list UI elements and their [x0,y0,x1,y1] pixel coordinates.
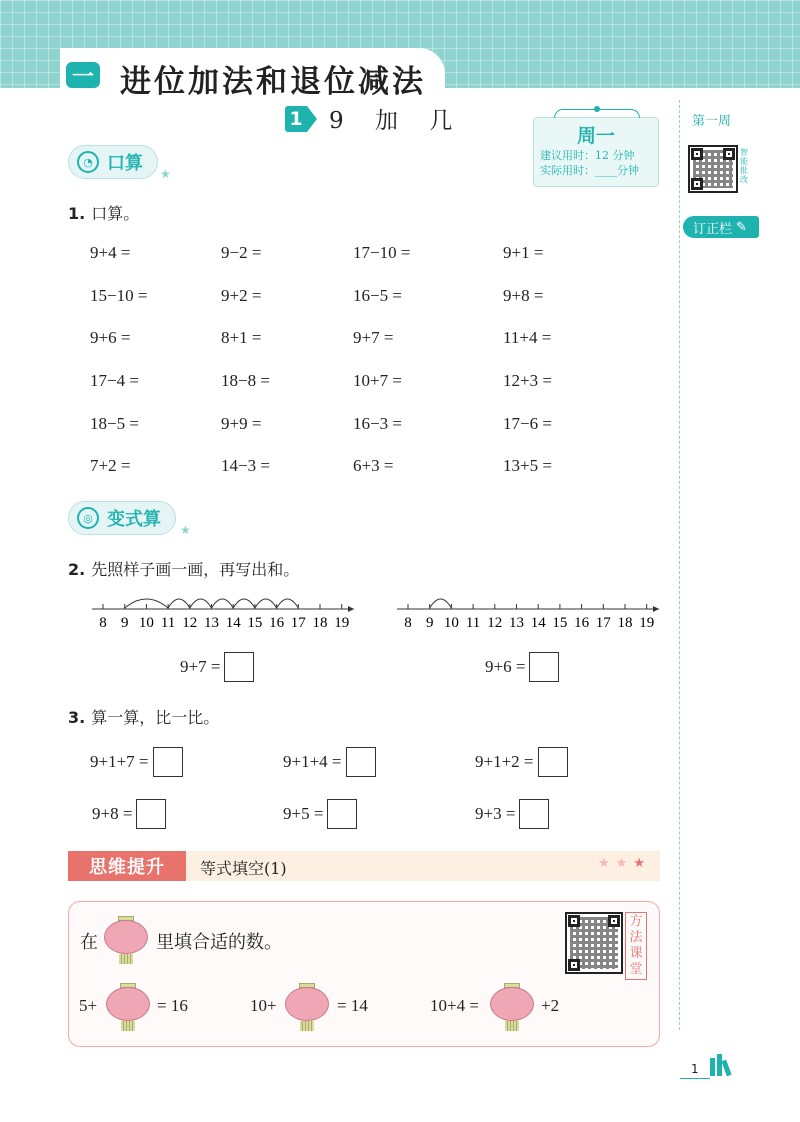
q3-expression: 9+3 = [475,804,516,823]
q3-expression: 9+8 = [92,804,133,823]
lesson-heading [285,102,464,135]
oral-expression: 15−10 = [90,286,148,305]
q2-left-expression: 9+7 = [180,657,221,676]
difficulty-stars [598,856,651,871]
q3-eq [283,799,357,829]
page-line [680,1078,710,1079]
chapter-number: 一 [66,62,100,88]
number-lines [0,593,800,643]
pencil-icon: ✎ [736,219,747,235]
correction-column-label [683,216,759,238]
answer-box[interactable] [538,747,568,777]
tick-label: 11 [465,615,481,631]
correction-text: 订正栏 [693,221,733,237]
chapter-title: 进位加法和退位减法 [120,64,426,100]
oral-expression: 11+4 = [503,328,552,347]
oral-expression: 9+2 = [221,286,262,305]
oral-expression: 16−5 = [353,286,402,305]
oral-expression: 13+5 = [503,456,552,475]
stopwatch-icon: ◔ [77,151,99,173]
sidebar-divider [679,100,680,1030]
answer-box[interactable] [519,799,549,829]
day-card [533,117,659,187]
puzzle-eq1-left: 5+ [79,996,98,1015]
q2-text: 先照样子画一画，再写出和。 [91,560,300,579]
oral-expression: 10+7 = [353,371,402,390]
tick-label: 12 [487,615,503,631]
q3-expression: 9+1+4 = [283,752,342,771]
tick-label: 16 [269,615,285,631]
page-number: 1 [691,1062,699,1076]
oral-expression: 18−5 = [90,414,139,433]
lantern-blank[interactable] [490,983,534,1031]
tick-label: 16 [574,615,590,631]
q3-title [68,705,219,728]
q3-eq [92,799,166,829]
thinking-label: 思维提升 [68,851,186,881]
oral-expression: 18−8 = [221,371,270,390]
section-tag-oral [68,145,158,179]
oral-expression: 7+2 = [90,456,131,475]
star-icon: ★ [615,856,634,871]
lesson-arrow-icon [307,106,317,132]
lantern-blank[interactable] [285,983,329,1031]
q1-title [68,201,139,224]
star-icon: ★ [633,856,651,871]
answer-box[interactable] [346,747,376,777]
oral-expression: 16−3 = [353,414,402,433]
tick-label: 10 [443,615,459,631]
oral-expression: 17−10 = [353,243,411,262]
q2-right-equation [485,652,559,682]
answer-box[interactable] [224,652,254,682]
pin-icon [594,106,600,112]
tick-label: 12 [182,615,198,631]
lantern-icon [104,916,148,964]
oral-expression: 17−4 = [90,371,139,390]
oral-expression: 12+3 = [503,371,552,390]
week-label: 第一周 [692,114,732,129]
tick-label: 14 [530,615,546,631]
oral-expression: 9+9 = [221,414,262,433]
tick-label: 9 [120,615,129,631]
q3-expression: 9+1+2 = [475,752,534,771]
puzzle-eq3-right: +2 [541,996,560,1015]
smart-grading-label: 智能批改 [740,148,748,184]
jump-arc [233,599,255,608]
star-icon: ★ [598,856,616,871]
oral-expression: 6+3 = [353,456,394,475]
suggested-time: 建议用时：12 分钟 [540,149,635,162]
actual-time: 实际用时：____分钟 [540,164,639,177]
day-title: 周一 [576,125,615,147]
tick-label: 15 [552,615,568,631]
q3-text: 算一算，比一比。 [91,708,220,727]
tick-label: 8 [404,615,412,631]
q2-right-expression: 9+6 = [485,657,526,676]
answer-box[interactable] [136,799,166,829]
q1-number: 1. [68,204,86,223]
section-title-oral: 口算 [107,153,143,174]
puzzle-eq3-left: 10+4 = [430,996,479,1015]
answer-box[interactable] [153,747,183,777]
q3-eq [283,747,376,777]
target-icon: ◎ [77,507,99,529]
thinking-title: 等式填空(1) [200,859,287,878]
axis-arrow-icon [348,606,354,612]
axis-arrow-icon [653,606,659,612]
sparkle-icon: ★ [180,523,191,537]
method-qr-code-icon[interactable] [565,912,623,974]
tick-label: 18 [617,615,633,631]
oral-expression: 9+4 = [90,243,131,262]
oral-expression: 9+8 = [503,286,544,305]
puzzle-eq2-left: 10+ [250,996,277,1015]
tick-label: 13 [204,615,219,631]
tick-label: 8 [99,615,107,631]
answer-box[interactable] [529,652,559,682]
lesson-number: 1 [285,106,307,132]
tick-label: 11 [160,615,176,631]
answer-box[interactable] [327,799,357,829]
jump-arc [277,599,299,608]
oral-expression: 8+1 = [221,328,262,347]
oral-expression: 9+6 = [90,328,131,347]
jump-arc [212,599,234,608]
q3-expression: 9+1+7 = [90,752,149,771]
section-tag-variant [68,501,176,535]
sidebar-qr-code-icon[interactable] [688,145,738,193]
q3-eq [90,747,183,777]
jump-arc [430,599,452,608]
books-icon [710,1054,729,1076]
q2-number: 2. [68,560,86,579]
q3-number: 3. [68,708,86,727]
section-title-variant: 变式算 [107,509,161,530]
jump-arc [168,599,190,608]
q3-eq [475,799,549,829]
tick-label: 19 [334,615,350,631]
oral-expression: 9−2 = [221,243,262,262]
lesson-title: 9 加 几 [329,108,465,134]
puzzle-eq2-right: = 14 [337,996,368,1015]
sparkle-icon: ★ [160,167,171,181]
oral-expression: 17−6 = [503,414,552,433]
tick-label: 19 [639,615,655,631]
jump-arc [190,599,212,608]
q2-title [68,557,299,580]
method-class-label: 方法课堂 [625,912,647,980]
puzzle-instruction-post: 里填合适的数。 [156,932,282,953]
tick-label: 17 [595,615,611,631]
q1-text: 口算。 [91,204,140,223]
q2-left-equation [180,652,254,682]
tick-label: 13 [509,615,524,631]
lantern-blank[interactable] [106,983,150,1031]
puzzle-instruction-pre: 在 [80,932,98,953]
jump-arc [255,599,277,608]
tick-label: 10 [138,615,154,631]
tick-label: 15 [247,615,263,631]
oral-expression: 9+7 = [353,328,394,347]
tick-label: 17 [290,615,306,631]
tick-label: 9 [425,615,434,631]
puzzle-eq1-right: = 16 [157,996,188,1015]
oral-expression: 14−3 = [221,456,270,475]
oral-expression: 9+1 = [503,243,544,262]
tick-label: 18 [312,615,328,631]
thinking-arrow-icon [176,857,185,875]
q3-eq [475,747,568,777]
q3-expression: 9+5 = [283,804,324,823]
tick-label: 14 [225,615,241,631]
